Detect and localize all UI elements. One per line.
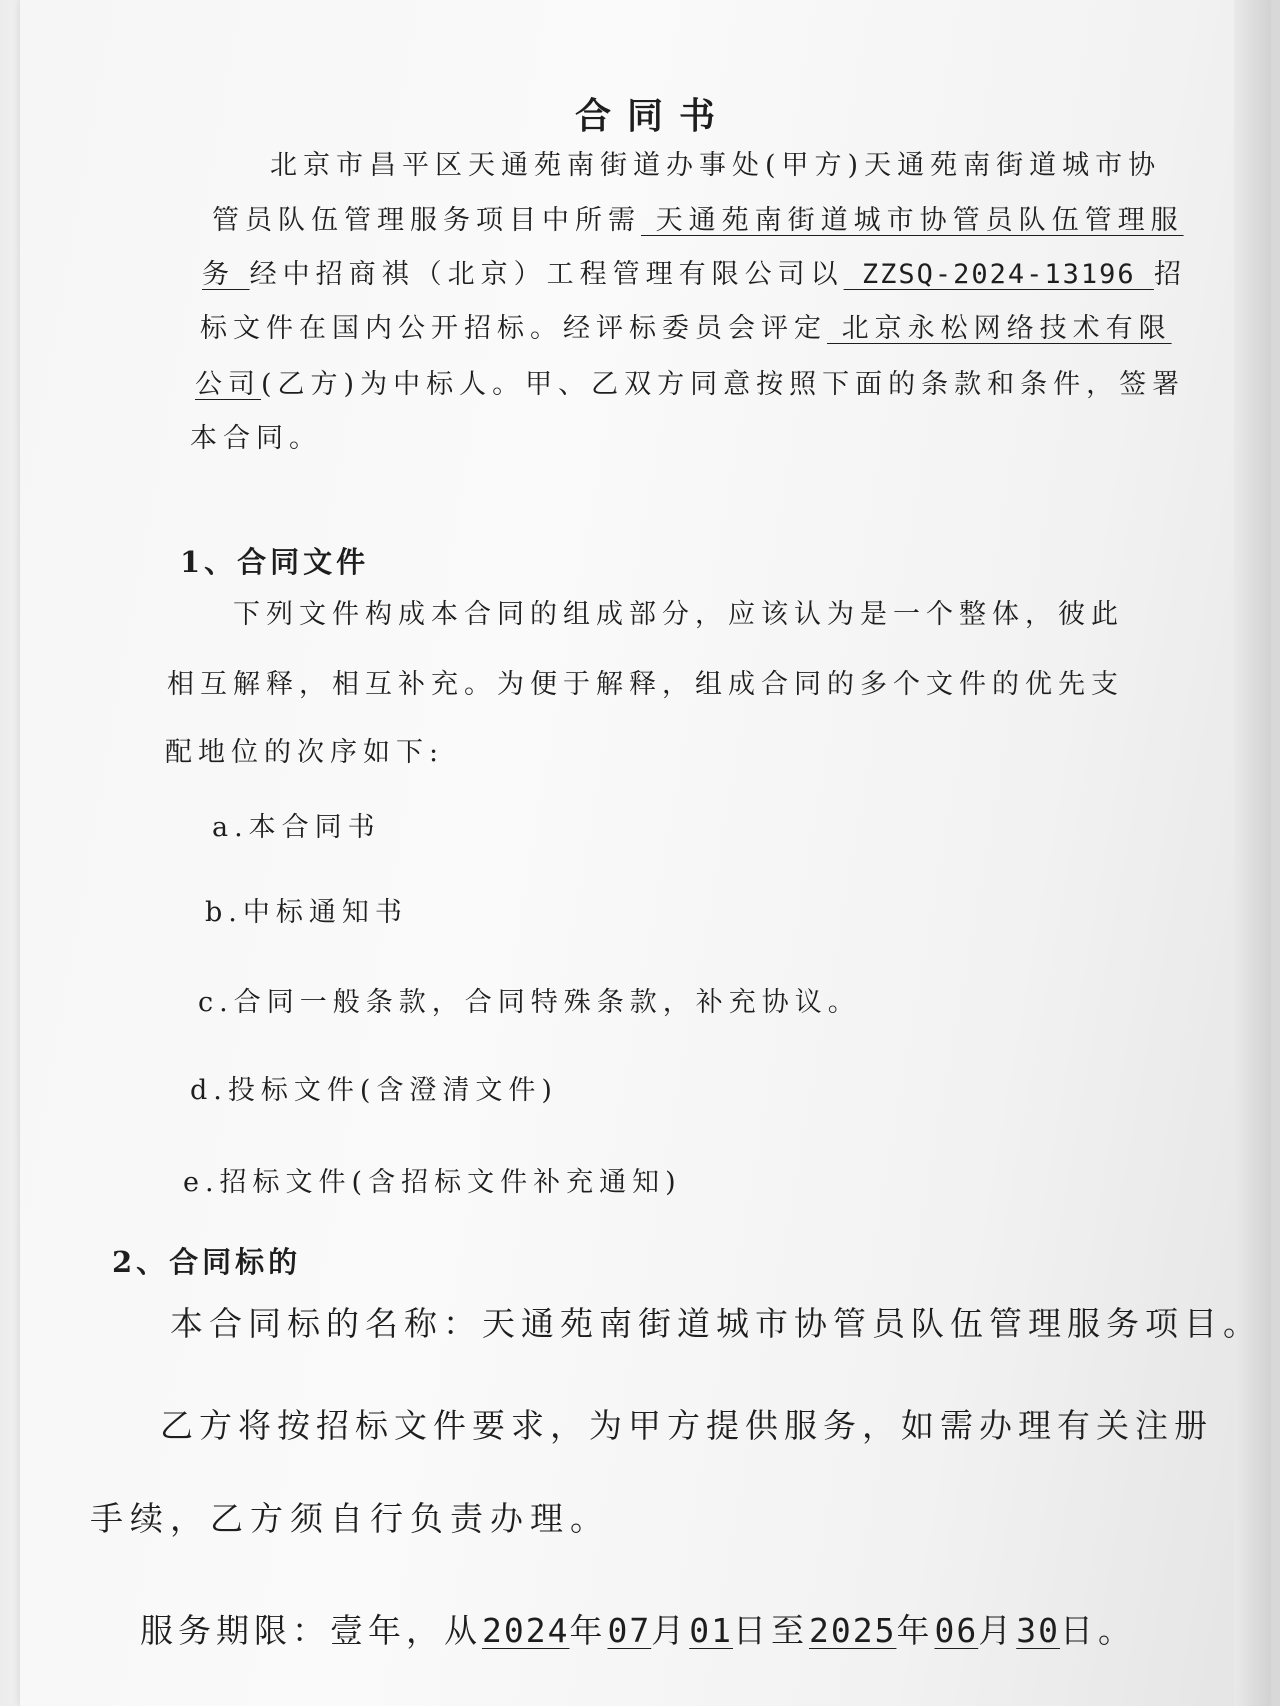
project-name-underlined: 天通苑南街道城市协管员队伍管理服 — [641, 205, 1184, 236]
winner-name-underlined-end: 公司 — [195, 369, 261, 400]
section-2-heading: 2、合同标的 — [112, 1245, 302, 1279]
end-year: 2025 — [808, 1611, 897, 1650]
document-list-item-c: c.合同一般条款，合同特殊条款，补充协议。 — [198, 987, 861, 1018]
document-list-item-d: d.投标文件(含澄清文件) — [190, 1075, 558, 1106]
contract-subject-name: 本合同标的名称：天通苑南街道城市协管员队伍管理服务项目。 — [170, 1304, 1262, 1343]
end-month: 06 — [934, 1611, 979, 1650]
service-line-1: 乙方将按招标文件要求，为甲方提供服务，如需办理有关注册 — [160, 1406, 1213, 1445]
start-day: 01 — [689, 1611, 733, 1650]
page-edge-shadow — [1234, 0, 1270, 1706]
section-1-para-line-3: 配地位的次序如下: — [165, 737, 445, 768]
document-list-item-b: b.中标通知书 — [205, 897, 408, 928]
start-year-unit: 年 — [569, 1611, 608, 1650]
intro-line-2 — [212, 198, 1184, 237]
document-list-item-a: a.本合同书 — [212, 812, 381, 843]
end-day-unit: 日。 — [1059, 1611, 1136, 1650]
intro-line-3 — [202, 252, 1187, 291]
end-month-unit: 月 — [978, 1611, 1017, 1650]
document-title: 合同书 — [575, 95, 732, 137]
section-1-para-line-2: 相互解释，相互补充。为便于解释，组成合同的多个文件的优先支 — [167, 669, 1124, 700]
intro-line-4 — [200, 306, 1172, 345]
end-day: 30 — [1016, 1611, 1060, 1650]
intro-line-1: 北京市昌平区天通苑南街道办事处(甲方)天通苑南街道城市协 — [270, 150, 1162, 181]
winner-name-underlined: 北京永松网络技术有限 — [827, 313, 1172, 344]
document-list-item-e: e.招标文件(含招标文件补充通知) — [183, 1167, 682, 1198]
start-day-unit: 日至 — [732, 1611, 809, 1650]
intro-line-5-text: (乙方)为中标人。甲、乙双方同意按照下面的条款和条件，签署 — [261, 369, 1186, 400]
start-month-unit: 月 — [651, 1611, 690, 1650]
agency-text: 经中招商祺（北京）工程管理有限公司以 — [249, 259, 844, 290]
start-month: 07 — [607, 1611, 652, 1650]
intro-line-3-end: 招 — [1153, 259, 1187, 290]
start-year: 2024 — [482, 1611, 570, 1650]
project-name-underlined-end: 务 — [202, 259, 250, 290]
intro-line-2-text: 管员队伍管理服务项目中所需 — [212, 205, 641, 236]
section-1-heading: 1、合同文件 — [180, 545, 370, 579]
end-year-unit: 年 — [896, 1611, 935, 1650]
intro-line-5 — [195, 362, 1185, 401]
tender-code: ZZSQ-2024-13196 — [843, 259, 1154, 290]
section-1-para-line-1: 下列文件构成本合同的组成部分，应该认为是一个整体，彼此 — [233, 599, 1124, 630]
service-line-2: 手续，乙方须自行负责办理。 — [90, 1499, 610, 1538]
service-term — [140, 1605, 1136, 1652]
intro-line-4-text: 标文件在国内公开招标。经评标委员会评定 — [200, 313, 827, 344]
term-label: 服务期限：壹年，从 — [140, 1611, 482, 1650]
intro-line-6: 本合同。 — [190, 423, 322, 454]
